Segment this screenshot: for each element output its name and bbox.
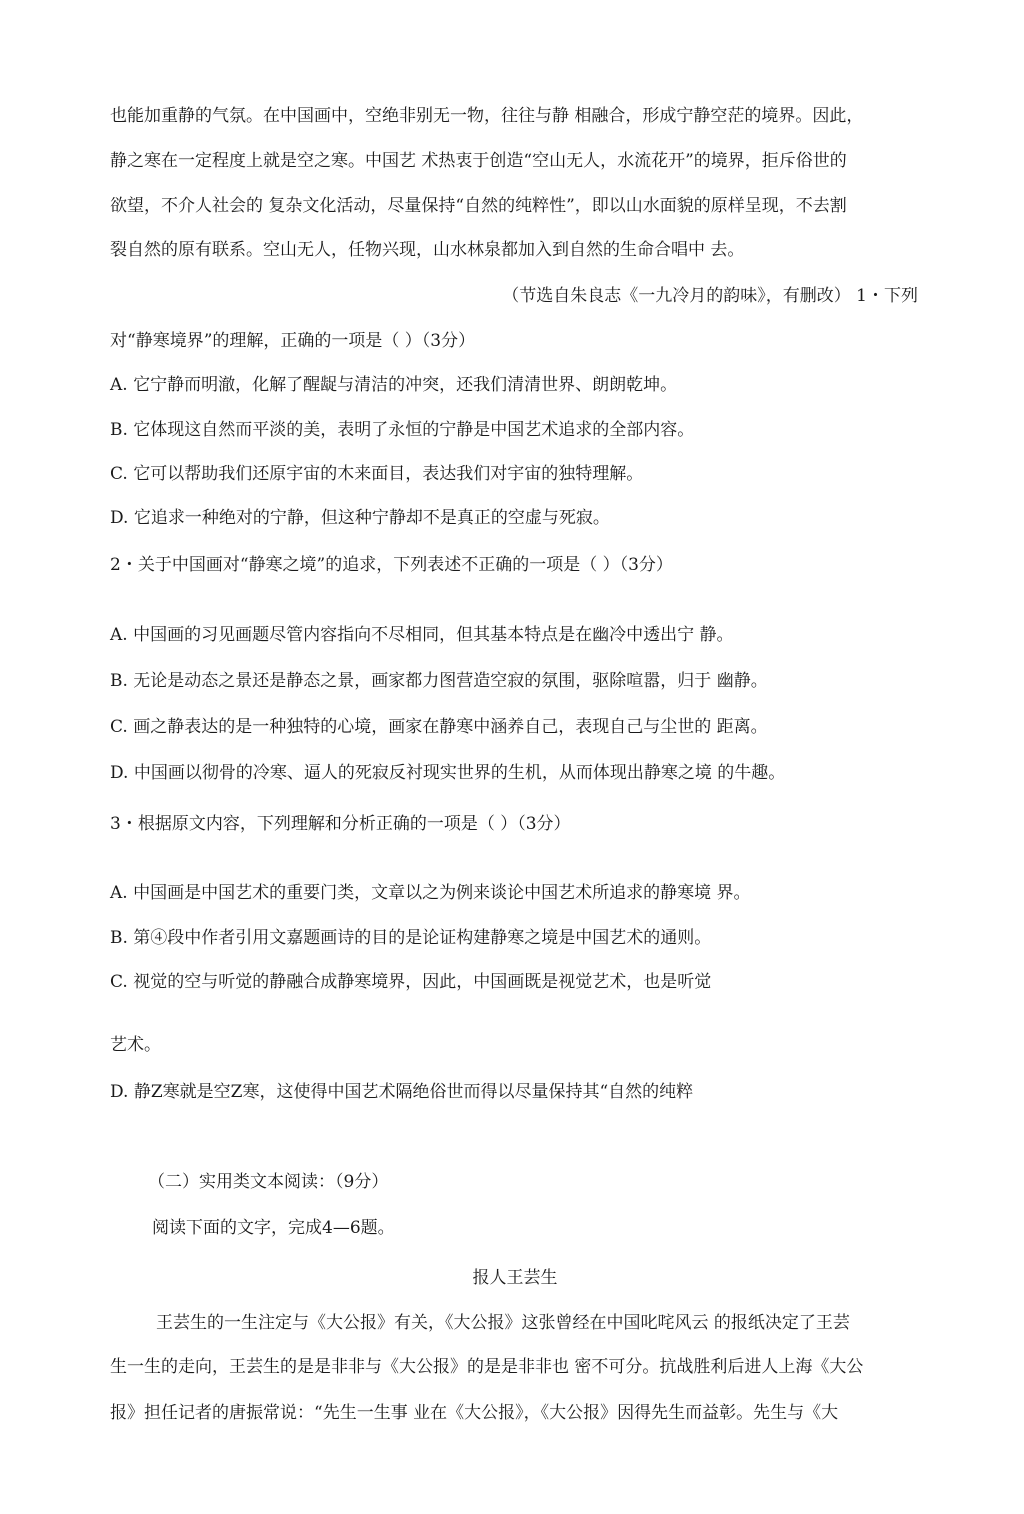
question-1-option-d: D. 它追求一种绝对的宁静，但这种宁静却不是真正的空虚与死寂。 xyxy=(110,508,610,528)
question-2-stem: 2・关于中国画对“静寒之境”的追求，下列表述不正确的一项是（ ）（3分） xyxy=(110,555,673,575)
section-2-heading: （二）实用类文本阅读：（9分） xyxy=(148,1172,389,1192)
question-3-option-d: D. 静Z寒就是空Z寒，这使得中国艺术隔绝俗世而得以尽量保持其“自然的纯粹 xyxy=(110,1082,694,1102)
question-2-option-c: C. 画之静表达的是一种独特的心境，画家在静寒中涵养自己，表现自己与尘世的 距离。 xyxy=(110,717,768,737)
question-3-option-a: A. 中国画是中国艺术的重要门类，文章以之为例来谈论中国艺术所追求的静寒境 界。 xyxy=(110,883,751,903)
article-title: 报人王芸生 xyxy=(472,1268,558,1288)
source-citation: （节选自朱良志《一九冷月的韵味》，有删改） 1・下列 xyxy=(502,286,918,306)
question-1-option-c: C. 它可以帮助我们还原宇宙的木来面目，表达我们对宇宙的独特理解。 xyxy=(110,464,644,484)
article-line-2: 生一生的走向，王芸生的是是非非与《大公报》的是是非非也 密不可分。抗战胜利后进人上海《大公 xyxy=(110,1357,864,1377)
question-1-option-b: B. 它体现这自然而平淡的美，表明了永恒的宁静是中国艺术追求的全部内容。 xyxy=(110,420,695,440)
passage-line-3: 欲望，不介人社会的 复杂文化活动，尽量保持“自然的纯粹性”，即以山水面貌的原样呈现，不去割 xyxy=(110,196,847,216)
section-2-instruction: 阅读下面的文字，完成4—6题。 xyxy=(152,1218,395,1238)
question-2-option-a: A. 中国画的习见画题尽管内容指向不尽相同，但其基本特点是在幽冷中透出宁 静。 xyxy=(110,625,734,645)
passage-line-4: 裂自然的原有联系。空山无人，任物兴现，山水林泉都加入到自然的生命合唱中 去。 xyxy=(110,240,745,260)
question-2-option-d: D. 中国画以彻骨的冷寒、逼人的死寂反衬现实世界的生机，从而体现出静寒之境 的牛趣。 xyxy=(110,763,786,783)
question-3-option-b: B. 第④段中作者引用文嘉题画诗的目的是论证构建静寒之境是中国艺术的通则。 xyxy=(110,928,712,948)
passage-line-2: 静之寒在一定程度上就是空之寒。中国艺 术热衷于创造“空山无人，水流花开”的境界，拒斥俗世的 xyxy=(110,151,847,171)
question-3-option-c-continued: 艺术。 xyxy=(110,1035,161,1055)
question-2-option-b: B. 无论是动态之景还是静态之景，画家都力图营造空寂的氛围，驱除喧嚣，归于 幽静。 xyxy=(110,671,768,691)
question-1-option-a: A. 它宁静而明澈，化解了醒龊与清洁的冲突，还我们清清世界、朗朗乾坤。 xyxy=(110,375,678,395)
article-line-3: 报》担任记者的唐振常说：“先生一生事 业在《大公报》，《大公报》因得先生而益彰。先生与《大 xyxy=(110,1403,839,1423)
question-1-stem: 对“静寒境界”的理解，正确的一项是（ ）（3分） xyxy=(110,331,476,351)
passage-line-1: 也能加重静的气氛。在中国画中，空绝非别无一物，往往与静 相融合，形成宁静空茫的境界。因此， xyxy=(110,106,864,126)
article-line-1: 王芸生的一生注定与《大公报》有关，《大公报》这张曾经在中国叱咤风云 的报纸决定了王芸 xyxy=(156,1313,850,1333)
question-3-stem: 3・根据原文内容，下列理解和分析正确的一项是（ ）（3分） xyxy=(110,814,571,834)
question-3-option-c: C. 视觉的空与听觉的静融合成静寒境界，因此，中国画既是视觉艺术，也是听觉 xyxy=(110,972,712,992)
